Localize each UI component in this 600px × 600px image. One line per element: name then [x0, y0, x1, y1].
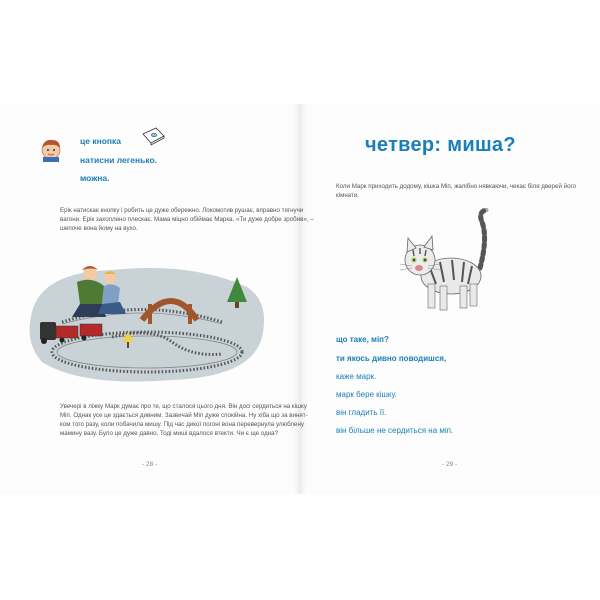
train-set-illustration — [22, 242, 272, 392]
chapter-heading: четвер: миша? — [365, 134, 516, 156]
page-number-right: - 29 - — [442, 461, 458, 468]
paragraph-1 — [60, 206, 314, 233]
paragraph-2-line: мамину вазу. Було це дуже давно. Тоді миші вдалося втекти. Чи є ще одна? — [60, 430, 279, 437]
dialogue-line-1: що таке, міп? — [336, 335, 389, 344]
paragraph-1-line: шепоче вона йому на вухо. — [60, 225, 138, 232]
intro-line-2: натисни легенько. — [80, 155, 158, 165]
intro-line-3: можна. — [80, 173, 110, 183]
dialogue-line-5: він гладить її. — [336, 408, 387, 417]
paragraph-1-line: вагони. Ерік захоплено плескає. Мама міцно обіймає Марка. «Ти дуже добре зробив», – — [60, 216, 314, 223]
right-paragraph — [336, 182, 576, 200]
paragraph-2-line: ком того разу, коли побачила мишу. Під час дикої погоні вона перевернула улюблену — [60, 421, 304, 428]
boy-face-icon — [38, 136, 64, 162]
dialogue-line-4: марк бере кішку. — [336, 390, 397, 399]
paragraph-2-line: Міп. Однак усе це здається дивним. Зазвичай Міп дуже спокійна. Ну хіба що за винят- — [60, 412, 308, 419]
right-paragraph-line: кімнати. — [336, 192, 360, 199]
dialogue-line-6: він більше не сердиться на міп. — [336, 426, 454, 435]
remote-control-icon — [140, 126, 166, 146]
right-paragraph-line: Коли Марк приходить додому, кішка Міп, жалібно нявкаючи, чекає біля дверей його — [336, 183, 577, 190]
paragraph-2-line: Увечері в ліжку Марк думає про те, що сталося цього дня. Він досі сердиться на кішку — [60, 403, 307, 410]
dialogue-line-2: ти якось дивно поводишся, — [336, 354, 447, 363]
dialogue-line-3: каже марк. — [336, 372, 377, 381]
cat-illustration — [396, 208, 506, 316]
intro-line-1: це кнопка — [80, 136, 122, 146]
page-number-left: - 28 - — [142, 461, 158, 468]
paragraph-1-line: Ерік натискає кнопку і робить це дуже обережно. Локомотив рушає, вправно тягнучи — [60, 207, 304, 214]
paragraph-2 — [60, 402, 308, 438]
